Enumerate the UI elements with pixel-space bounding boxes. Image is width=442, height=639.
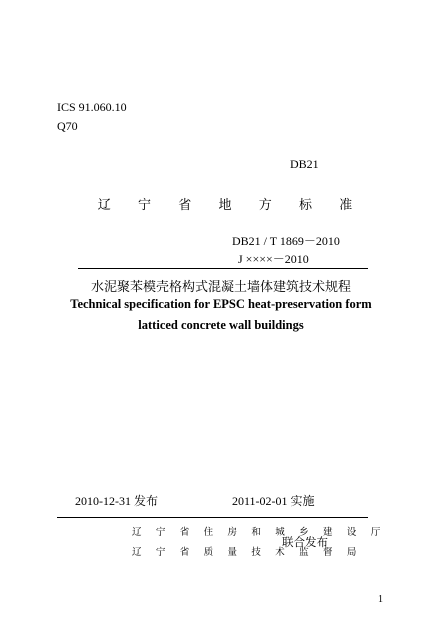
- title-english-line1: Technical specification for EPSC heat-preservation form: [70, 297, 372, 311]
- joint-issue-label: 联合发布: [282, 537, 328, 549]
- issue-date: 2010-12-31 发布: [75, 494, 158, 508]
- implementation-date: 2011-02-01 实施: [232, 494, 315, 508]
- title-chinese: 水泥聚苯模壳格构式混凝土墙体建筑技术规程: [90, 279, 351, 294]
- top-divider: [78, 268, 368, 269]
- bottom-divider: [57, 517, 368, 518]
- standard-type-label: 辽 宁 省 地 方 标 准: [97, 197, 365, 212]
- page-number: 1: [378, 594, 383, 605]
- issuer-line2: 辽 宁 省 质 量 技 术 监 督 局: [132, 548, 363, 558]
- title-english-line2: latticed concrete wall buildings: [138, 318, 304, 332]
- issuer-line1: 辽 宁 省 住 房 和 城 乡 建 设 厅: [132, 528, 387, 538]
- record-number: J ××××－2010: [238, 252, 309, 266]
- db-code: DB21: [290, 157, 319, 171]
- standard-number: DB21 / T 1869－2010: [232, 234, 340, 248]
- classification-code: Q70: [57, 119, 78, 133]
- ics-code: ICS 91.060.10: [57, 100, 127, 114]
